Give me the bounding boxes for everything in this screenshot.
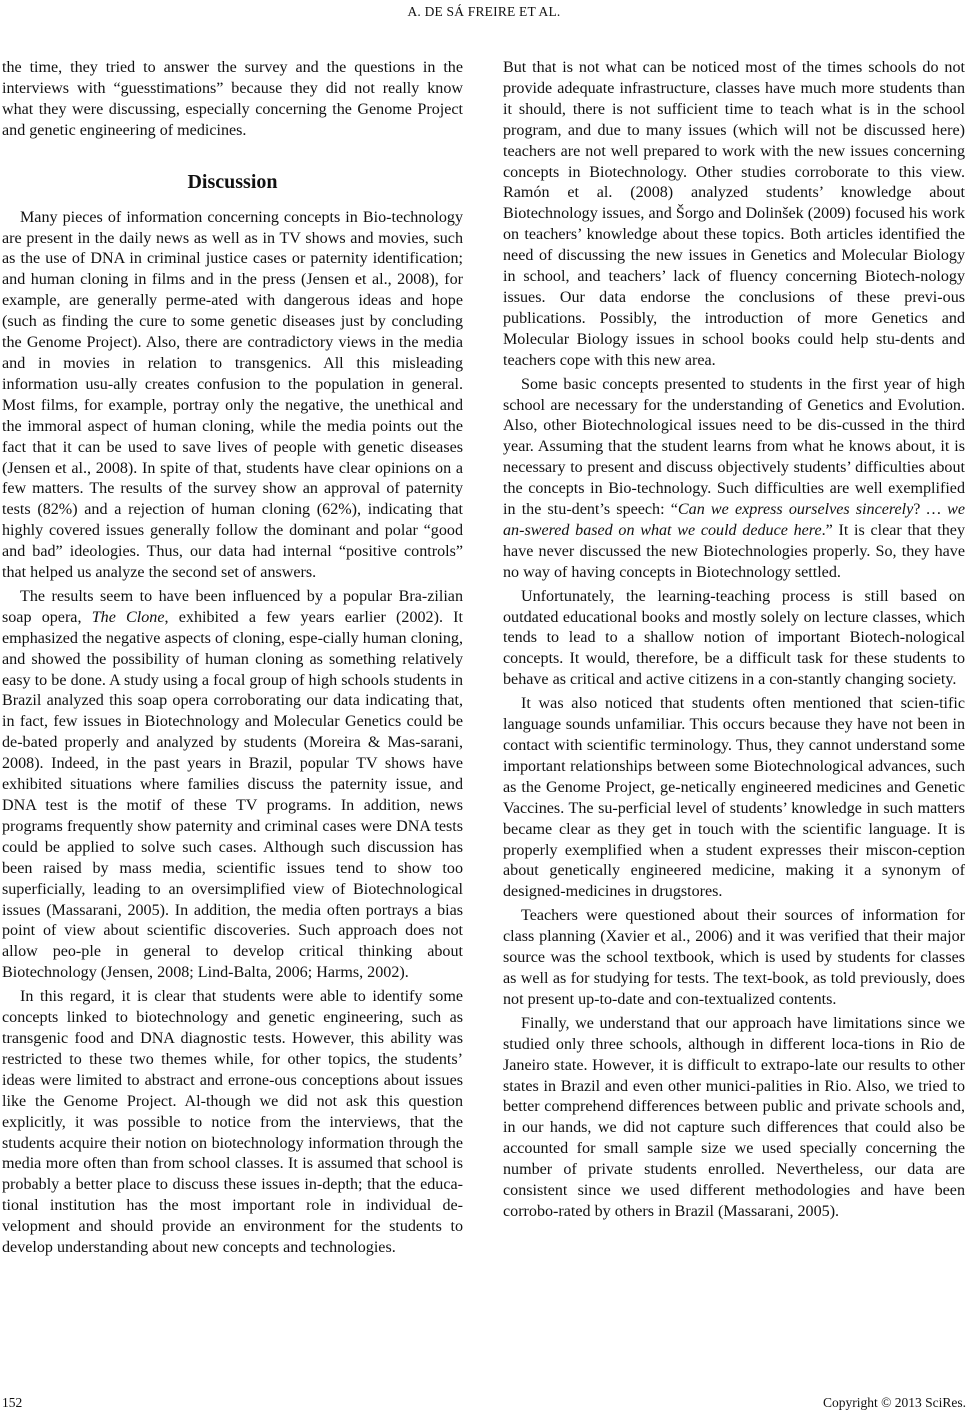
paragraph-limitations: Finally, we understand that our approach have limitations since we studied only three schools, although in different loca-tions in Rio de Janeiro state. However, it is difficult to extrapo-late our results to other states in Brazil and even other munici-palities in Rio. Also, we tried to better comprehend differences between public and private schools and, in our hands, we did not capture such differences that could also be accounted for small sample size we used specially concerning the number of private students enrolled. Nevertheless, our data are consistent since we used different methodologies and have been corrobo-rated by others in Brazil (Massarani, 2005). xyxy=(503,1014,965,1220)
student-quote-italic: … we an-swered based on what we could deduce here xyxy=(503,501,965,539)
text-run: ? xyxy=(913,501,927,519)
page-number: 152 xyxy=(2,1395,23,1410)
running-header: A. DE SÁ FREIRE ET AL. xyxy=(407,4,561,19)
text-run: The results seem to have been influenced by a popular Bra-zilian soap opera, xyxy=(2,587,463,626)
text-run: , exhibited a few years earlier (2002). It emphasized the negative aspects of cloning, espe-cially human cloning, and showed the possibility of human cloning as something relatively easy to be done. A study using a focal group of high schools students in Brazil analyzed this soap opera corroborating our data indicating that, in fact, few issues in Biotechnology and Molecular Genetics could be de-bated properly and analyzed by students (Moreira & Mas-sarani, 2008). Indeed, in the past years in Brazil, popular TV shows have exhibited situations where families discuss the paternity issue, and DNA test is the motif of these TV programs. In addition, news programs frequently show paternity and criminal cases were DNA tests could be applied to solve such cases. Although such discussion has been raised by mass media, scientific issues tend to show too superficially, leading to an oversimplified view of Biotechnological issues (Massarani, 2005). In addition, the media often portrays a bias point of view about scientific discoveries. Such approach does not allow peo-ple in general to develop critical thinking about Biotechnology (Jensen, 2008; Lind-Balta, 2006; Harms, 2002). xyxy=(2,608,464,982)
paragraph-continued: the time, they tried to answer the survey and the questions in the interviews with “guesstimations” because they did not really know what they were discussing, especially concerning the Genome Project and genetic engineering of medicines. xyxy=(2,59,463,139)
paragraph-discussion-1: Many pieces of information concerning concepts in Bio-technology are present in the daily news as well as in TV shows and movies, such as the use of DNA in criminal justice cases or paternity identification; and human cloning in films and in the press (Jensen et al., 2008), for example, are generally perme-ated with dangerous ideas and hope (such as finding the cure to some genetic diseases just by concluding the Genome Project). Also, there are contradictory views in the media and in movies in relation to transgenics. All this misleading information usu-ally creates confusion to the population in general. Most films, for example, portray only the negative, the unethical and the immoral aspect of human cloning, while the media points out the fact that it can be used to save lives of people with genetic diseases (Jensen et al., 2008). In spite of that, students have clear opinions on a few matters. The results of the survey show an approval of paternity tests (82%) and a rejection of human cloning (62%), indicating that highly covered issues generally follow the dominant and polar “good and bad” ideologies. Thus, our data had internal “positive controls” that helped us analyze the second set of answers. xyxy=(2,208,463,582)
paragraph-continued-right: But that is not what can be noticed most of the times schools do not provide adequate infrastructure, classes have much more students than it should, there is not sufficient time to teach what is in the school program, and due to many issues (which will not be discussed here) teachers are not well prepared to work with the new issues concerning concepts in Biotechnology. Other studies corroborate to this view. Ramón et al. (2008) analyzed students’ knowledge about Biotechnology issues, and Šorgo and Dolinšek (2009) focused his work on teachers’ knowledge about these topics. Both articles identified the need of discussing the new issues in Genetics and Molecular Biology in school, and teachers’ lack of fluency concerning Biotech-nology issues. Our data endorse the conclusions of these previ-ous publications. Possibly, the introduction of more Genetics and Molecular Biology issues in school books could help stu-dents and teachers cope with this new area. xyxy=(503,59,965,369)
italic-title-the-clone: The Clone xyxy=(91,608,165,626)
right-column xyxy=(503,58,965,1223)
text-run: Some basic concepts presented to students in the first year of high school are necessary for the understanding of Genetics and Evolution. Also, other Biotechnological issues need to be dis-cussed in the third year. Assuming that the student learns from what he knows about, it is necessary to present and discuss objectively students’ difficulties about the concepts in Bio-technology. Such difficulties are well exemplified in the stu-dent’s speech: “ xyxy=(503,375,965,519)
paragraph-basic-concepts xyxy=(503,375,965,584)
left-column xyxy=(2,58,463,1259)
paragraph-discussion-3: In this regard, it is clear that students were able to identify some concepts linked to biotechnology and genetic engineering, such as transgenic food and DNA diagnostic tests. However, this ability was restricted to these two themes while, for other topics, the students’ ideas were limited to abstract and errone-ous conceptions about issues like the Genome Project. Al-though we did not ask this question explicitly, it was possible to notice from the interviews, that the students acquire their notion on biotechnology information through the media more often than from school classes. It is assumed that school is probably a better place to discuss these issues in-depth; that the educa-tional institution has the most important role in individual de-velopment and should provide an environment for the students to develop understanding about new concepts and technologies. xyxy=(2,988,463,1257)
paragraph-discussion-2 xyxy=(2,587,463,984)
copyright-notice: Copyright © 2013 SciRes. xyxy=(822,1395,966,1410)
paragraph-teachers-sources: Teachers were questioned about their sources of information for class planning (Xavier et al., 2006) and it was verified that their major source was the school textbook, which is used by students for classes as well as for studying for tests. The text-book, as told previously, does not present up-to-date and con-textualized contents. xyxy=(503,907,965,1008)
paragraph-scientific-language: It was also noticed that students often mentioned that scien-tific language sounds unfamiliar. This occurs because they have not been in contact with scientific terminology. Thus, they cannot understand some important relationships between some Biotechnological advances, such as the Genome Project, ge-netically engineered medicines and Genetic Vaccines. The su-perficial level of students’ knowledge in such matters became clear as they get in touch with the scientific language. It is properly exemplified when a student expresses their miscon-ception about genetically engineered medicine, making it a synonym of designed-medicines in drugstores. xyxy=(503,695,965,901)
section-heading-discussion: Discussion xyxy=(187,170,278,193)
paragraph-learning-teaching: Unfortunately, the learning-teaching process is still based on outdated educational books and mostly solely on lecture classes, which tends to lead to a shallow notion of important Biotech-nological concepts. It would, therefore, be a difficult task for these students to behave as critical and active citizens in a con-stantly changing society. xyxy=(503,587,965,689)
student-quote-italic: Can we express ourselves sincerely xyxy=(677,501,914,519)
text-run: .” It is clear that they have never discussed the new Biotechnologies properly. So, they have no way of having concepts in Biotechnology settled. xyxy=(503,521,965,581)
